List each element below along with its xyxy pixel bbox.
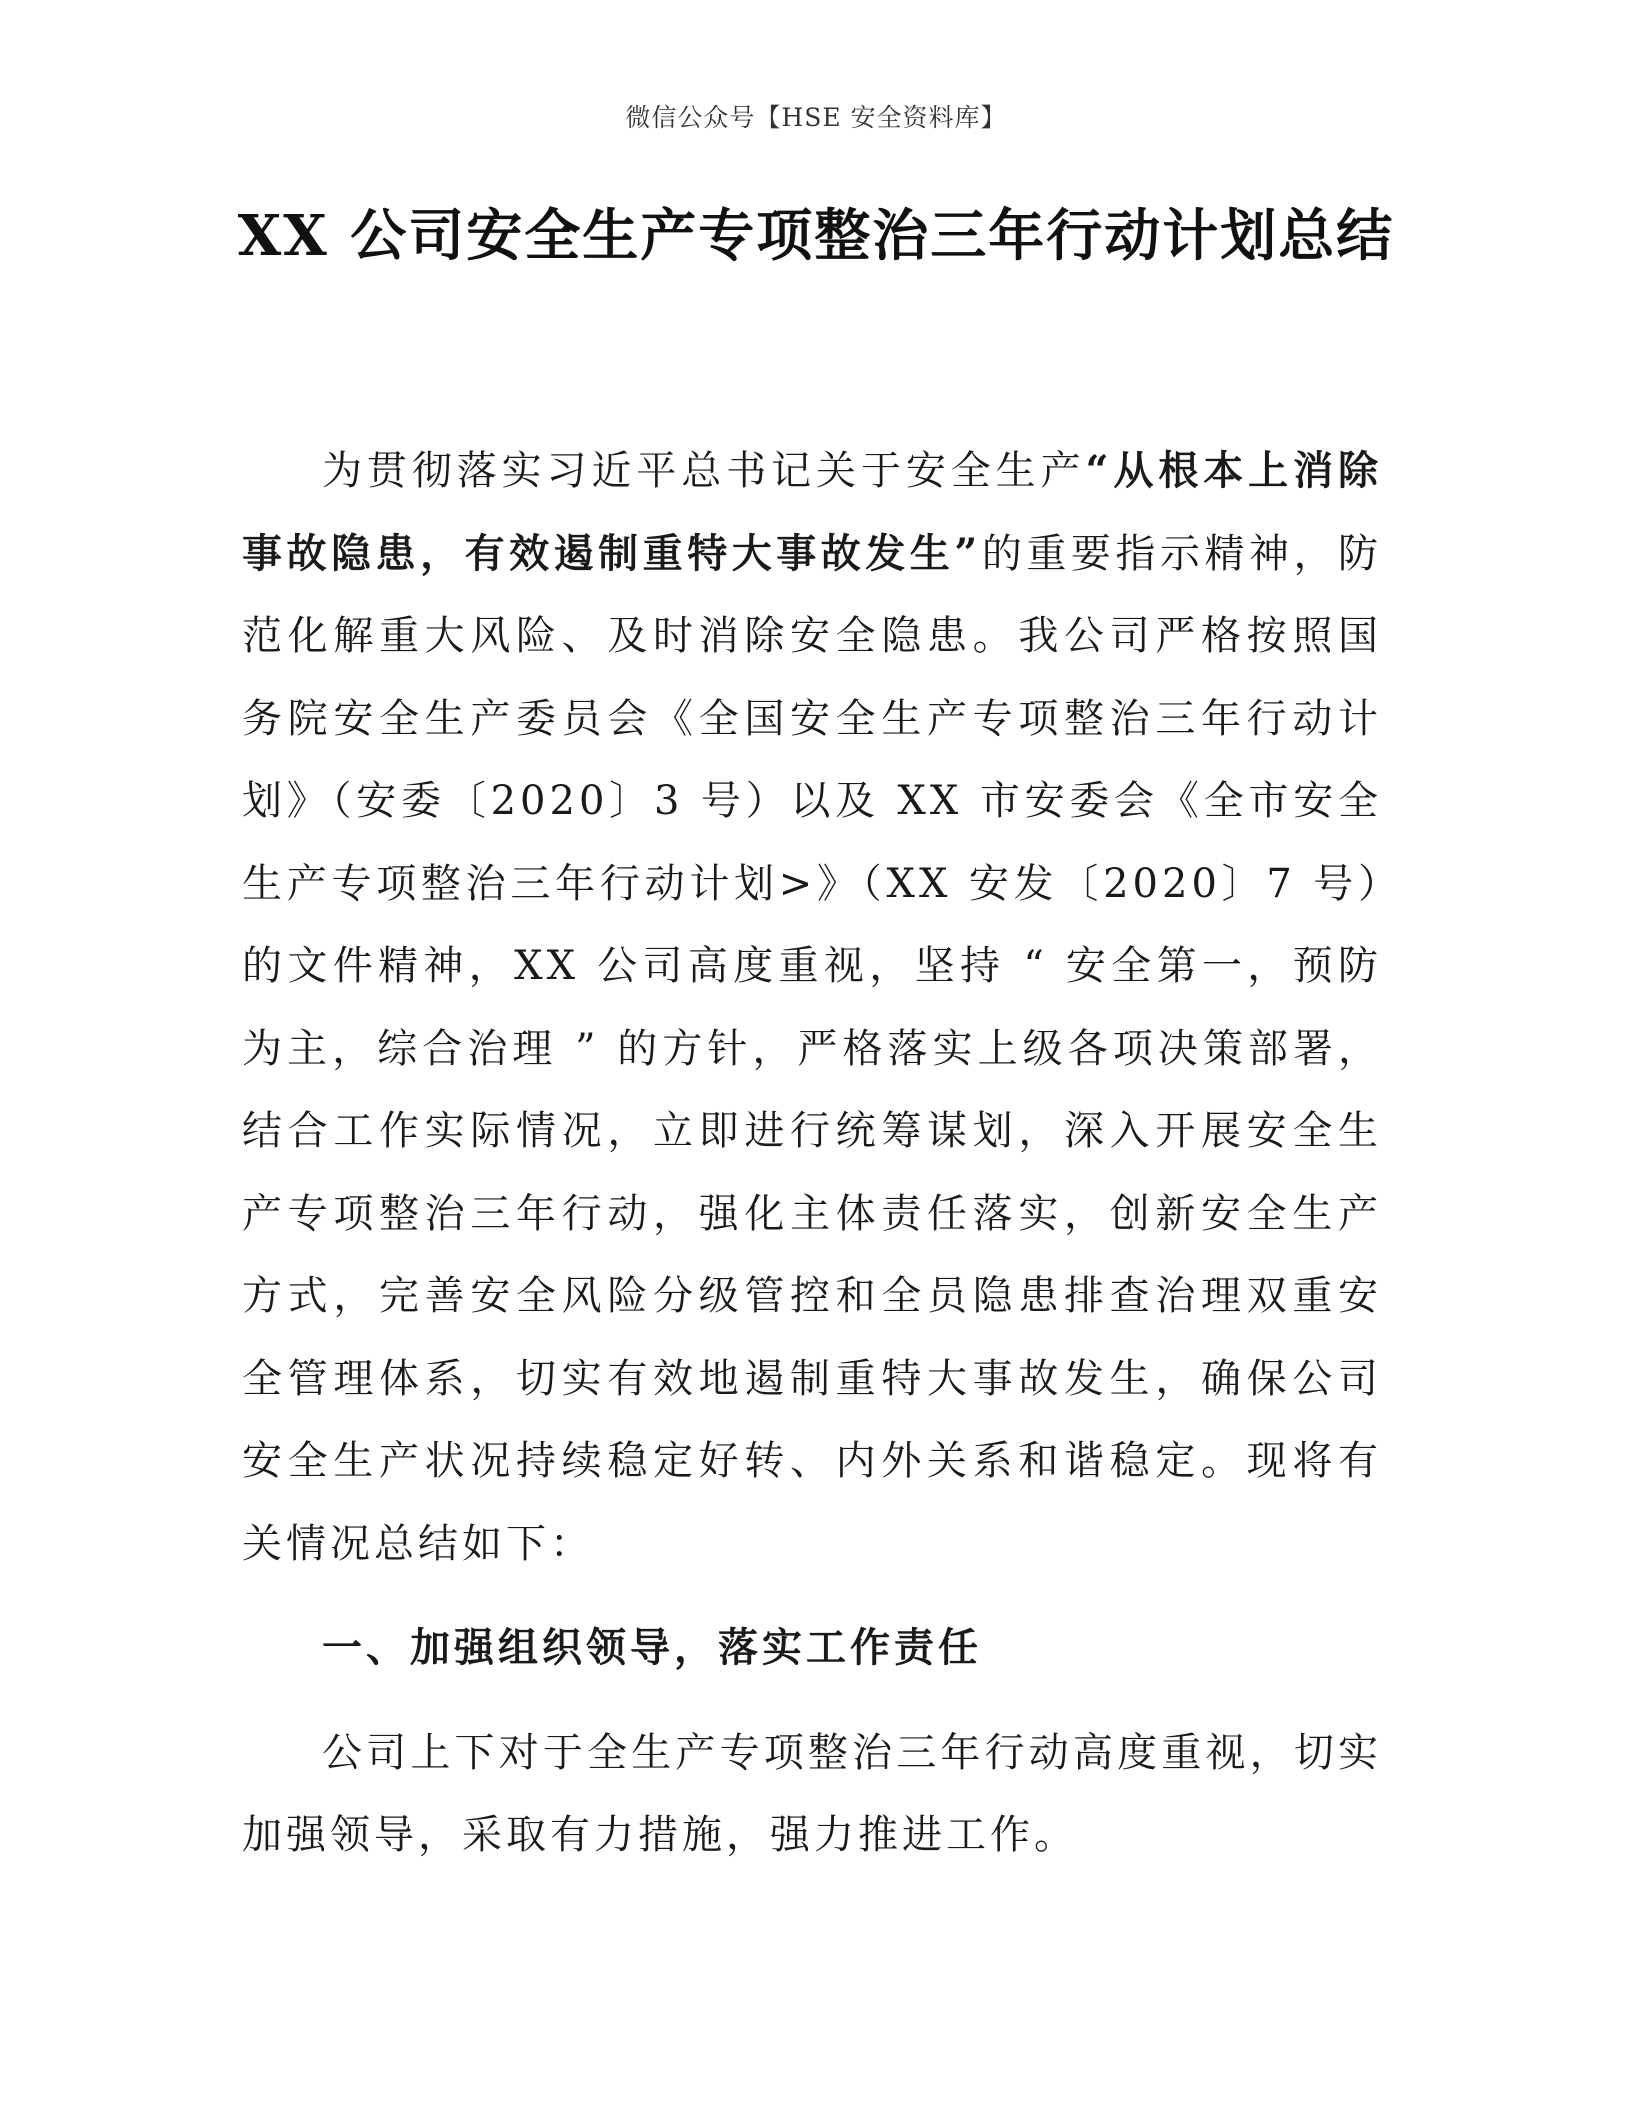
section-paragraph: 公司上下对于全生产专项整治三年行动高度重视，切实加强领导，采取有力措施，强力推进工作。	[242, 1729, 1382, 1858]
intro-quote: “从根本上消除事故隐患，有效遏制重特大事故发生”	[242, 447, 1382, 577]
document-title: XX 公司安全生产专项整治三年行动计划总结	[237, 203, 1395, 269]
intro-lead: 为贯彻落实习近平总书记关于安全生产	[322, 448, 1086, 494]
document-body	[242, 430, 1382, 1877]
intro-rest: 的重要指示精神，防范化解重大风险、及时消除安全隐患。我公司严格按照国务院安全生产委员会《全国安全生产专项整治三年行动计划》（安委〔2020〕3 号）以及 XX 市安委会《全市安全生产专项整治三年行动计划>》（XX 安发〔2020〕7 号）的文件精神，XX 公司高度重视，坚持 “ 安全第一，预防为主，综合治理 ” 的方针，严格落实上级各项决策部署，结合工作实际情况，立即进行统筹谋划，深入开展安全生产专项整治三年行动，强化主体责任落实，创新安全生产方式，完善安全风险分级管控和全员隐患排查治理双重安全管理体系，切实有效地遏制重特大事故发生，确保公司安全生产状况持续稳定好转、内外关系和谐稳定。现将有关情况总结如下：	[242, 530, 1383, 1567]
section-heading: 一、加强组织领导，落实工作责任	[322, 1624, 982, 1671]
intro-paragraph	[242, 430, 1382, 1585]
page-header: 微信公众号【HSE 安全资料库】	[625, 103, 1007, 132]
